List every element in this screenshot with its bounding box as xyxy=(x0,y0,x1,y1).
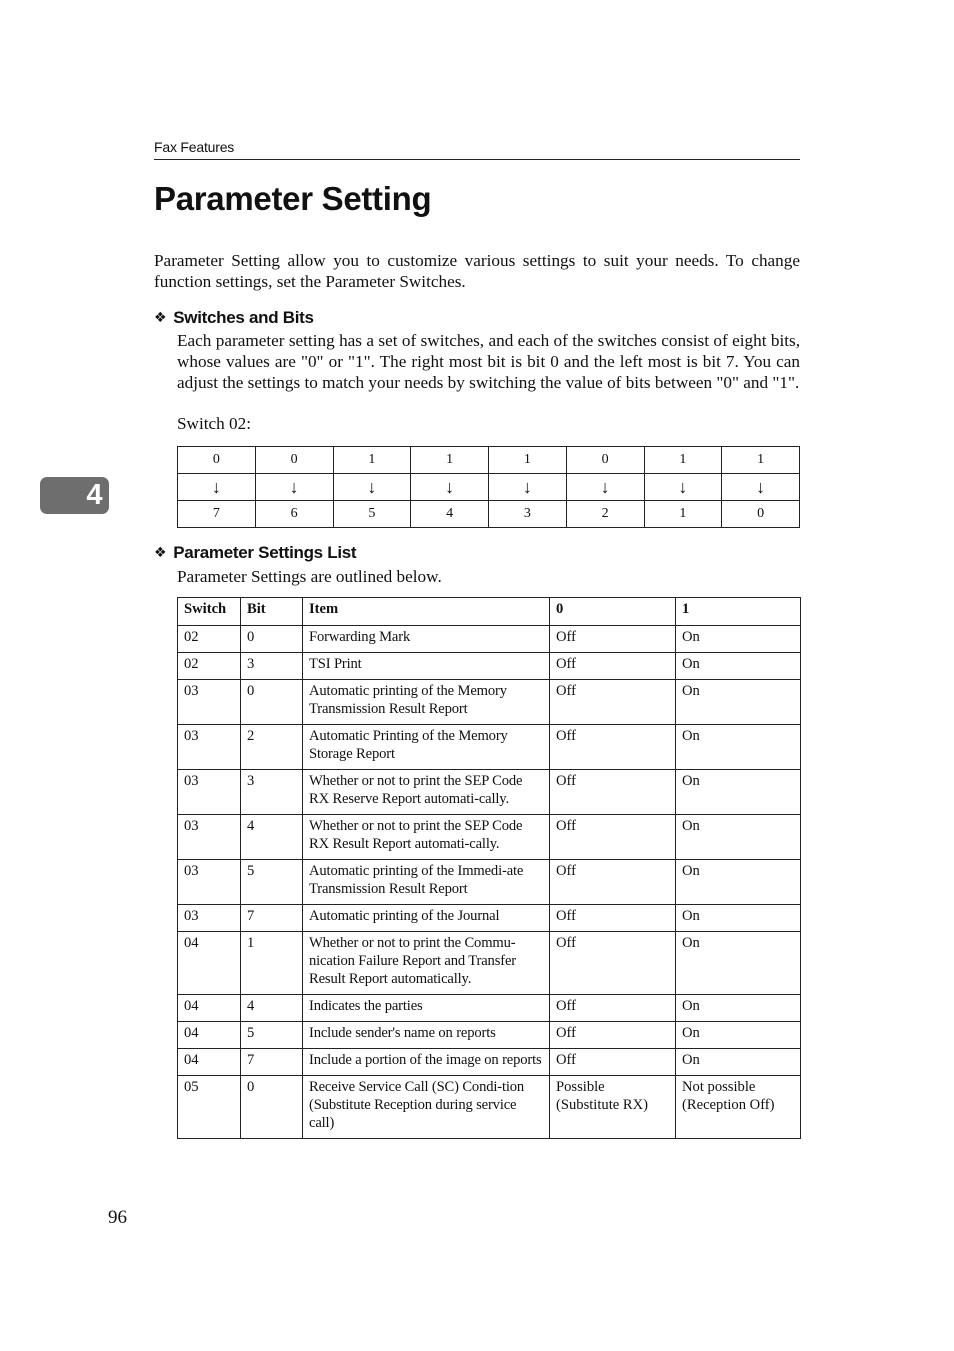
cell-item: Include a portion of the image on reports xyxy=(303,1049,550,1076)
cell-value-1: On xyxy=(676,995,801,1022)
settings-list-heading-text: Parameter Settings List xyxy=(173,543,357,562)
cell-value-0: Off xyxy=(550,725,676,770)
cell-value-1: On xyxy=(676,1022,801,1049)
table-row xyxy=(178,725,801,770)
switch-bit-table xyxy=(177,446,800,528)
column-header-value-0: 0 xyxy=(550,598,676,626)
page-number: 96 xyxy=(108,1207,127,1228)
cell-item: TSI Print xyxy=(303,653,550,680)
cell-bit: 3 xyxy=(241,653,303,680)
bit-number-cell: 5 xyxy=(333,501,411,528)
bit-number-cell: 2 xyxy=(566,501,644,528)
cell-value-0: Off xyxy=(550,1049,676,1076)
cell-value-0: Off xyxy=(550,905,676,932)
cell-item: Automatic printing of the Immedi-ate Transmission Result Report xyxy=(303,860,550,905)
cell-switch: 05 xyxy=(178,1076,241,1139)
cell-bit: 5 xyxy=(241,860,303,905)
cell-switch: 03 xyxy=(178,815,241,860)
column-header-item: Item xyxy=(303,598,550,626)
table-row xyxy=(178,905,801,932)
settings-list-paragraph: Parameter Settings are outlined below. xyxy=(177,567,442,586)
settings-list-heading xyxy=(154,543,356,563)
bit-value-cell: 1 xyxy=(333,447,411,474)
switches-heading xyxy=(154,308,314,328)
cell-bit: 1 xyxy=(241,932,303,995)
cell-value-0: Off xyxy=(550,995,676,1022)
cell-bit: 3 xyxy=(241,770,303,815)
cell-switch: 02 xyxy=(178,626,241,653)
cell-item: Automatic printing of the Memory Transmission Result Report xyxy=(303,680,550,725)
cell-value-1: On xyxy=(676,680,801,725)
cell-value-0: Possible (Substitute RX) xyxy=(550,1076,676,1139)
cell-value-0: Off xyxy=(550,932,676,995)
cell-switch: 04 xyxy=(178,1022,241,1049)
cell-switch: 03 xyxy=(178,905,241,932)
arrow-down-icon: ↓ xyxy=(333,474,411,501)
bit-numbers-row xyxy=(178,501,800,528)
bit-value-cell: 1 xyxy=(722,447,800,474)
parameter-settings-table xyxy=(177,597,801,1139)
bit-number-cell: 0 xyxy=(722,501,800,528)
bit-value-cell: 0 xyxy=(255,447,333,474)
cell-switch: 03 xyxy=(178,725,241,770)
table-row xyxy=(178,1076,801,1139)
cell-value-1: On xyxy=(676,932,801,995)
switches-paragraph: Each parameter setting has a set of switches, and each of the switches consist of eight bits, whose values are "0" or "1". The right most bit is bit 0 and the left most is bit 7. You can adjust the settings to match your needs by switching the value of bits between "0" and "1". xyxy=(177,331,800,392)
cell-value-1: Not possible (Reception Off) xyxy=(676,1076,801,1139)
cell-value-1: On xyxy=(676,725,801,770)
running-header: Fax Features xyxy=(154,139,800,160)
cell-item: Whether or not to print the SEP Code RX Reserve Report automati-cally. xyxy=(303,770,550,815)
cell-value-1: On xyxy=(676,905,801,932)
table-row xyxy=(178,860,801,905)
diamond-bullet-icon: ❖ xyxy=(154,544,167,560)
cell-bit: 7 xyxy=(241,905,303,932)
bit-number-cell: 3 xyxy=(489,501,567,528)
cell-switch: 02 xyxy=(178,653,241,680)
arrow-down-icon: ↓ xyxy=(644,474,722,501)
cell-bit: 5 xyxy=(241,1022,303,1049)
cell-item: Forwarding Mark xyxy=(303,626,550,653)
bit-value-cell: 1 xyxy=(489,447,567,474)
intro-paragraph: Parameter Setting allow you to customize various settings to suit your needs. To change function settings, set the Parameter Switches. xyxy=(154,251,800,291)
table-row xyxy=(178,653,801,680)
arrow-down-icon: ↓ xyxy=(722,474,800,501)
table-row xyxy=(178,1022,801,1049)
bit-values-row xyxy=(178,447,800,474)
cell-switch: 04 xyxy=(178,995,241,1022)
cell-item: Automatic printing of the Journal xyxy=(303,905,550,932)
cell-value-0: Off xyxy=(550,815,676,860)
bit-value-cell: 0 xyxy=(178,447,256,474)
table-body xyxy=(178,626,801,1139)
column-header-bit: Bit xyxy=(241,598,303,626)
bit-value-cell: 1 xyxy=(411,447,489,474)
cell-value-1: On xyxy=(676,815,801,860)
cell-bit: 4 xyxy=(241,815,303,860)
bit-number-cell: 6 xyxy=(255,501,333,528)
table-header-row xyxy=(178,598,801,626)
cell-bit: 0 xyxy=(241,1076,303,1139)
chapter-number: 4 xyxy=(86,479,103,511)
bit-value-cell: 1 xyxy=(644,447,722,474)
cell-value-1: On xyxy=(676,1049,801,1076)
cell-value-0: Off xyxy=(550,626,676,653)
cell-value-1: On xyxy=(676,653,801,680)
table-row xyxy=(178,626,801,653)
bit-value-cell: 0 xyxy=(566,447,644,474)
arrow-down-icon: ↓ xyxy=(255,474,333,501)
arrow-down-icon: ↓ xyxy=(566,474,644,501)
page-title: Parameter Setting xyxy=(154,180,432,217)
cell-switch: 04 xyxy=(178,932,241,995)
cell-value-1: On xyxy=(676,626,801,653)
cell-item: Include sender's name on reports xyxy=(303,1022,550,1049)
cell-value-0: Off xyxy=(550,680,676,725)
column-header-value-1: 1 xyxy=(676,598,801,626)
cell-value-1: On xyxy=(676,860,801,905)
cell-switch: 03 xyxy=(178,680,241,725)
switch-caption: Switch 02: xyxy=(177,414,252,433)
bit-number-cell: 7 xyxy=(178,501,256,528)
cell-switch: 03 xyxy=(178,770,241,815)
cell-bit: 4 xyxy=(241,995,303,1022)
cell-bit: 7 xyxy=(241,1049,303,1076)
cell-item: Whether or not to print the Commu-nication Failure Report and Transfer Result Report automatically. xyxy=(303,932,550,995)
bit-number-cell: 1 xyxy=(644,501,722,528)
table-row xyxy=(178,680,801,725)
cell-bit: 0 xyxy=(241,680,303,725)
cell-bit: 0 xyxy=(241,626,303,653)
cell-value-0: Off xyxy=(550,653,676,680)
cell-item: Automatic Printing of the Memory Storage Report xyxy=(303,725,550,770)
cell-switch: 03 xyxy=(178,860,241,905)
table-row xyxy=(178,932,801,995)
cell-value-0: Off xyxy=(550,1022,676,1049)
column-header-switch: Switch xyxy=(178,598,241,626)
diamond-bullet-icon: ❖ xyxy=(154,309,167,325)
cell-value-1: On xyxy=(676,770,801,815)
table-row xyxy=(178,770,801,815)
table-row xyxy=(178,815,801,860)
table-row xyxy=(178,995,801,1022)
cell-item: Whether or not to print the SEP Code RX Result Report automati-cally. xyxy=(303,815,550,860)
switches-heading-text: Switches and Bits xyxy=(173,308,314,327)
bit-arrows-row xyxy=(178,474,800,501)
table-row xyxy=(178,1049,801,1076)
chapter-tab xyxy=(40,477,109,514)
cell-bit: 2 xyxy=(241,725,303,770)
bit-number-cell: 4 xyxy=(411,501,489,528)
arrow-down-icon: ↓ xyxy=(178,474,256,501)
cell-item: Indicates the parties xyxy=(303,995,550,1022)
cell-item: Receive Service Call (SC) Condi-tion (Substitute Reception during service call) xyxy=(303,1076,550,1139)
cell-value-0: Off xyxy=(550,770,676,815)
cell-switch: 04 xyxy=(178,1049,241,1076)
arrow-down-icon: ↓ xyxy=(411,474,489,501)
cell-value-0: Off xyxy=(550,860,676,905)
arrow-down-icon: ↓ xyxy=(489,474,567,501)
